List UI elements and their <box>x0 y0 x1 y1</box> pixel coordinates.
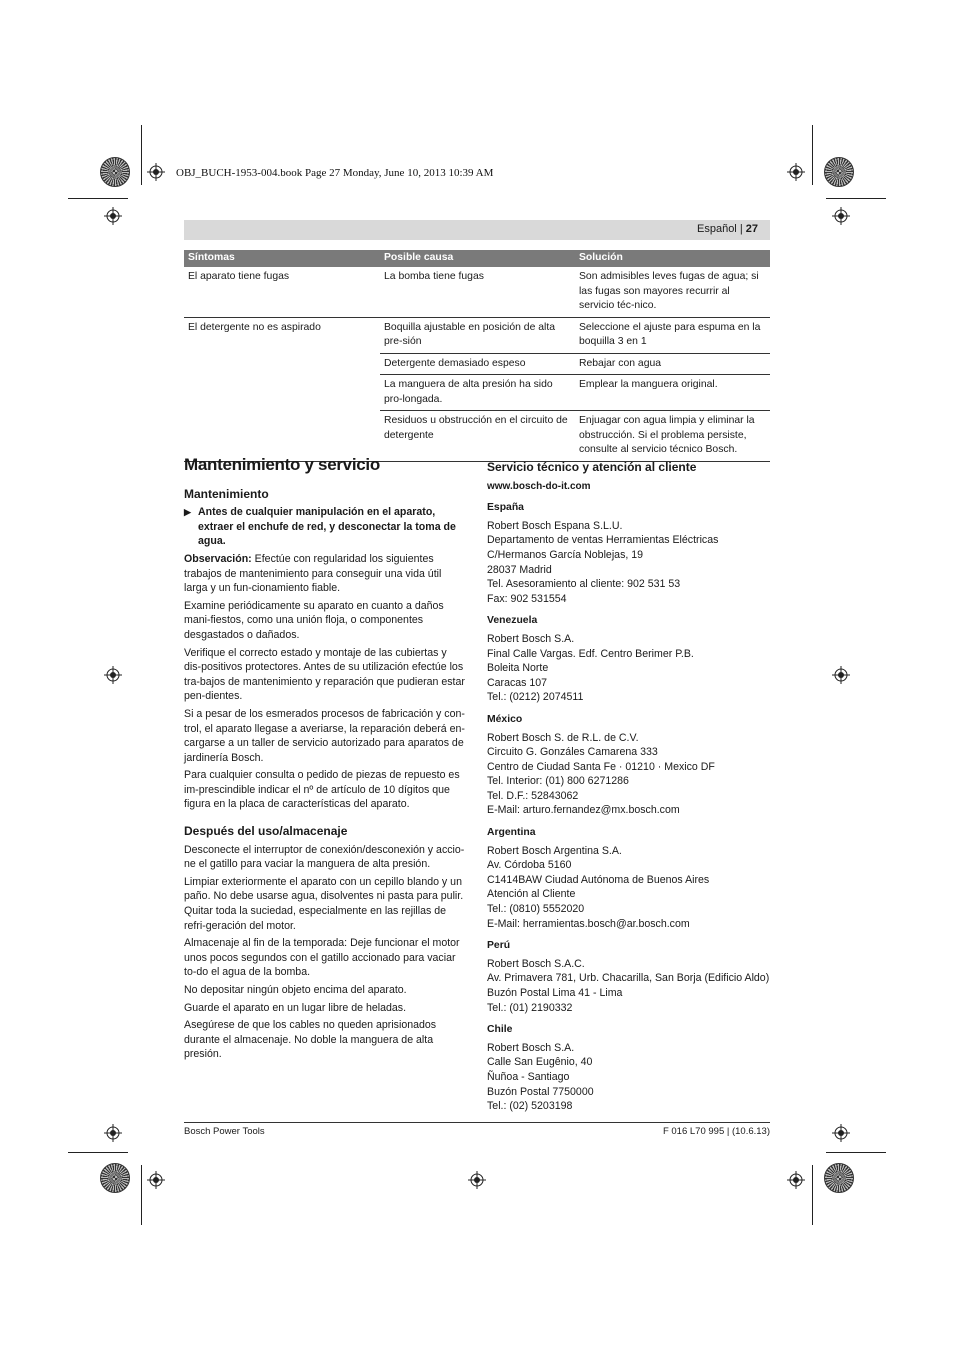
page-header <box>184 220 770 240</box>
address-line: Tel.: (0212) 2074511 <box>487 691 584 704</box>
paragraph: Limpiar exteriormente el aparato con un cepillo blando y un paño. No debe usarse agua, disolventes ni pasta para pulir. Quitar toda la suciedad, especialmente en las rejillas de refri-geración del motor. <box>184 875 464 932</box>
country-heading: Argentina <box>487 827 536 839</box>
address-line: Fax: 902 531554 <box>487 592 567 605</box>
header-solution: Solución <box>575 250 770 267</box>
registration-mark-icon <box>832 666 850 684</box>
registration-mark-icon <box>147 1171 165 1189</box>
color-rose-icon <box>100 1163 130 1193</box>
address-line: Caracas 107 <box>487 676 548 689</box>
cause-cell: La manguera de alta presión ha sido pro-longada. <box>380 375 575 411</box>
note-paragraph <box>184 552 466 596</box>
cause-cell: Boquilla ajustable en posición de alta pre-sión <box>380 317 575 353</box>
paragraph: No depositar ningún objeto encima del aparato. <box>184 984 407 996</box>
address-block <box>487 844 773 932</box>
address-line: C/Hermanos García Noblejas, 19 <box>487 548 644 561</box>
address-block <box>487 1041 773 1114</box>
country-heading: Venezuela <box>487 615 538 627</box>
address-block <box>487 731 773 819</box>
address-line: Robert Bosch S.A. <box>487 1041 575 1054</box>
registration-mark-icon <box>468 1171 486 1189</box>
registration-mark-icon <box>104 1124 122 1142</box>
address-line: 28037 Madrid <box>487 563 552 576</box>
table-row <box>184 317 770 353</box>
table-row <box>184 267 770 317</box>
address-line: Departamento de ventas Herramientas Eléctricas <box>487 534 719 547</box>
paragraph: Si a pesar de los esmerados procesos de fabricación y con-trol, el aparato llegase a averiarse, la reparación deberá en-cargarse a un taller de servicio autorizado para aparatos de jardinería Bosch. <box>184 707 465 764</box>
footer-divider <box>184 1122 770 1123</box>
address-line: Circuito G. Gonzáles Camarena 333 <box>487 746 658 759</box>
paragraph: Almacenaje al fin de la temporada: Deje funcionar el motor unos pocos segundos con el gatillo accionado para vaciar to-do el agua de la bomba. <box>184 937 460 979</box>
crop-mark <box>812 1165 813 1225</box>
paragraph: Guarde el aparato en un lugar libre de heladas. <box>184 1001 407 1014</box>
troubleshooting-table <box>184 250 770 462</box>
left-column <box>184 455 466 1065</box>
solution-cell: Enjuagar con agua limpia y eliminar la obstrucción. Si el problema persiste, consulte al servicio técnico Bosch. <box>575 411 770 462</box>
storage-heading: Después del uso/almacenaje <box>184 824 348 839</box>
cause-cell: La bomba tiene fugas <box>380 267 575 317</box>
crop-mark <box>68 198 128 199</box>
symptom-cell: El aparato tiene fugas <box>184 267 380 317</box>
address-line: Robert Bosch S.A.C. <box>487 957 585 970</box>
solution-cell: Emplear la manguera original. <box>575 375 770 411</box>
paragraph: Verifique el correcto estado y montaje de las cubiertas y dis-positivos protectores. Antes de su utilización efectúe los tra-bajos de mantenimiento y reparación que pudieran estar pen-dientes. <box>184 646 465 703</box>
address-line: Robert Bosch Argentina S.A. <box>487 844 622 857</box>
address-block <box>487 957 773 1015</box>
address-line: Tel.: (0810) 5552020 <box>487 903 585 916</box>
language-label: Español <box>697 223 737 235</box>
registration-mark-icon <box>104 666 122 684</box>
country-heading: España <box>487 502 524 514</box>
address-line: Tel. D.F.: 52843062 <box>487 789 579 802</box>
address-line: Robert Bosch S.A. <box>487 632 575 645</box>
website-link[interactable]: www.bosch-do-it.com <box>487 480 591 492</box>
triangle-bullet-icon: ▶ <box>184 507 191 518</box>
paragraph: Desconecte el interruptor de conexión/desconexión y accio-ne el gatillo para vaciar la manguera de alta presión. <box>184 843 465 871</box>
country-heading: Perú <box>487 940 511 952</box>
address-line: Av. Primavera 781, Urb. Chacarilla, San Borja (Edificio Aldo) <box>487 972 770 985</box>
footer-brand: Bosch Power Tools <box>184 1126 265 1137</box>
country-heading: México <box>487 713 523 725</box>
cause-cell: Residuos u obstrucción en el circuito de detergente <box>380 411 575 462</box>
address-line: Calle San Eugênio, 40 <box>487 1056 593 1069</box>
print-info: OBJ_BUCH-1953-004.book Page 27 Monday, June 10, 2013 10:39 AM <box>176 167 494 179</box>
registration-mark-icon <box>104 207 122 225</box>
address-line: E-Mail: herramientas.bosch@ar.bosch.com <box>487 917 690 930</box>
right-column <box>487 458 773 1122</box>
color-rose-icon <box>824 157 854 187</box>
registration-mark-icon <box>787 163 805 181</box>
page-label: Español | 27 <box>697 223 758 235</box>
note-text: Efectúe con regularidad los siguientes trabajos de mantenimiento para conseguir una vida útil larga y un fun-cionamiento fiable. <box>184 552 442 595</box>
address-line: Tel.: (02) 5203198 <box>487 1100 573 1113</box>
table-header-row <box>184 250 770 267</box>
address-line: Buzón Postal 7750000 <box>487 1085 594 1098</box>
warning-text: Antes de cualquier manipulación en el aparato, extraer el enchufe de red, y desconectar la toma de agua. <box>198 506 456 548</box>
registration-mark-icon <box>787 1171 805 1189</box>
registration-mark-icon <box>832 1124 850 1142</box>
symptom-cell: El detergente no es aspirado <box>184 317 380 461</box>
footer-code: F 016 L70 995 | (10.6.13) <box>662 1126 770 1137</box>
note-label: Observación: <box>184 552 252 565</box>
address-line: Tel. Asesoramiento al cliente: 902 531 53 <box>487 578 681 591</box>
address-line: Tel. Interior: (01) 800 6271286 <box>487 775 629 788</box>
address-line: Av. Córdoba 5160 <box>487 859 572 872</box>
address-line: Robert Bosch S. de R.L. de C.V. <box>487 731 639 744</box>
crop-mark <box>141 1165 142 1225</box>
country-list <box>487 501 773 1114</box>
color-rose-icon <box>100 157 130 187</box>
address-line: Tel.: (01) 2190332 <box>487 1001 573 1014</box>
maintenance-heading: Mantenimiento <box>184 486 269 501</box>
address-line: Final Calle Vargas. Edf. Centro Berimer P.B. <box>487 647 694 660</box>
paragraph: Para cualquier consulta o pedido de piezas de repuesto es im-prescindible indicar el nº de artículo de 10 dígitos que figura en la placa de características del aparato. <box>184 769 460 811</box>
crop-mark <box>68 1152 128 1153</box>
crop-mark <box>826 1152 886 1153</box>
warning-item <box>184 505 466 549</box>
address-line: Atención al Cliente <box>487 888 576 901</box>
address-line: C1414BAW Ciudad Autónoma de Buenos Aires <box>487 873 710 886</box>
registration-mark-icon <box>832 207 850 225</box>
solution-cell: Son admisibles leves fugas de agua; si las fugas son mayores recurrir al servicio téc-nico. <box>575 267 770 317</box>
address-block <box>487 632 773 705</box>
address-block <box>487 519 773 607</box>
section-title: Mantenimiento y servicio <box>184 455 380 474</box>
header-symptoms: Síntomas <box>184 250 380 267</box>
paragraph: Asegúrese de que los cables no queden aprisionados durante el almacenaje. No doble la manguera de alta presión. <box>184 1019 437 1061</box>
service-heading: Servicio técnico y atención al cliente <box>487 460 697 474</box>
solution-cell: Seleccione el ajuste para espuma en la boquilla 3 en 1 <box>575 317 770 353</box>
registration-mark-icon <box>147 163 165 181</box>
address-line: Ñuñoa - Santiago <box>487 1070 570 1083</box>
address-line: Centro de Ciudad Santa Fe · 01210 · Mexico DF <box>487 760 715 773</box>
color-rose-icon <box>824 1163 854 1193</box>
address-line: Boleita Norte <box>487 662 549 675</box>
country-heading: Chile <box>487 1024 513 1036</box>
address-line: E-Mail: arturo.fernandez@mx.bosch.com <box>487 804 680 817</box>
cause-cell: Detergente demasiado espeso <box>380 353 575 375</box>
paragraph: Examine periódicamente su aparato en cuanto a daños mani-fiestos, como una unión floja, o componentes desgastados o dañados. <box>184 599 444 641</box>
address-line: Robert Bosch Espana S.L.U. <box>487 519 623 532</box>
page-number: 27 <box>745 223 758 235</box>
address-line: Buzón Postal Lima 41 - Lima <box>487 987 623 999</box>
crop-mark <box>141 125 142 185</box>
header-cause: Posible causa <box>380 250 575 267</box>
solution-cell: Rebajar con agua <box>575 353 770 375</box>
crop-mark <box>826 198 886 199</box>
crop-mark <box>812 125 813 185</box>
